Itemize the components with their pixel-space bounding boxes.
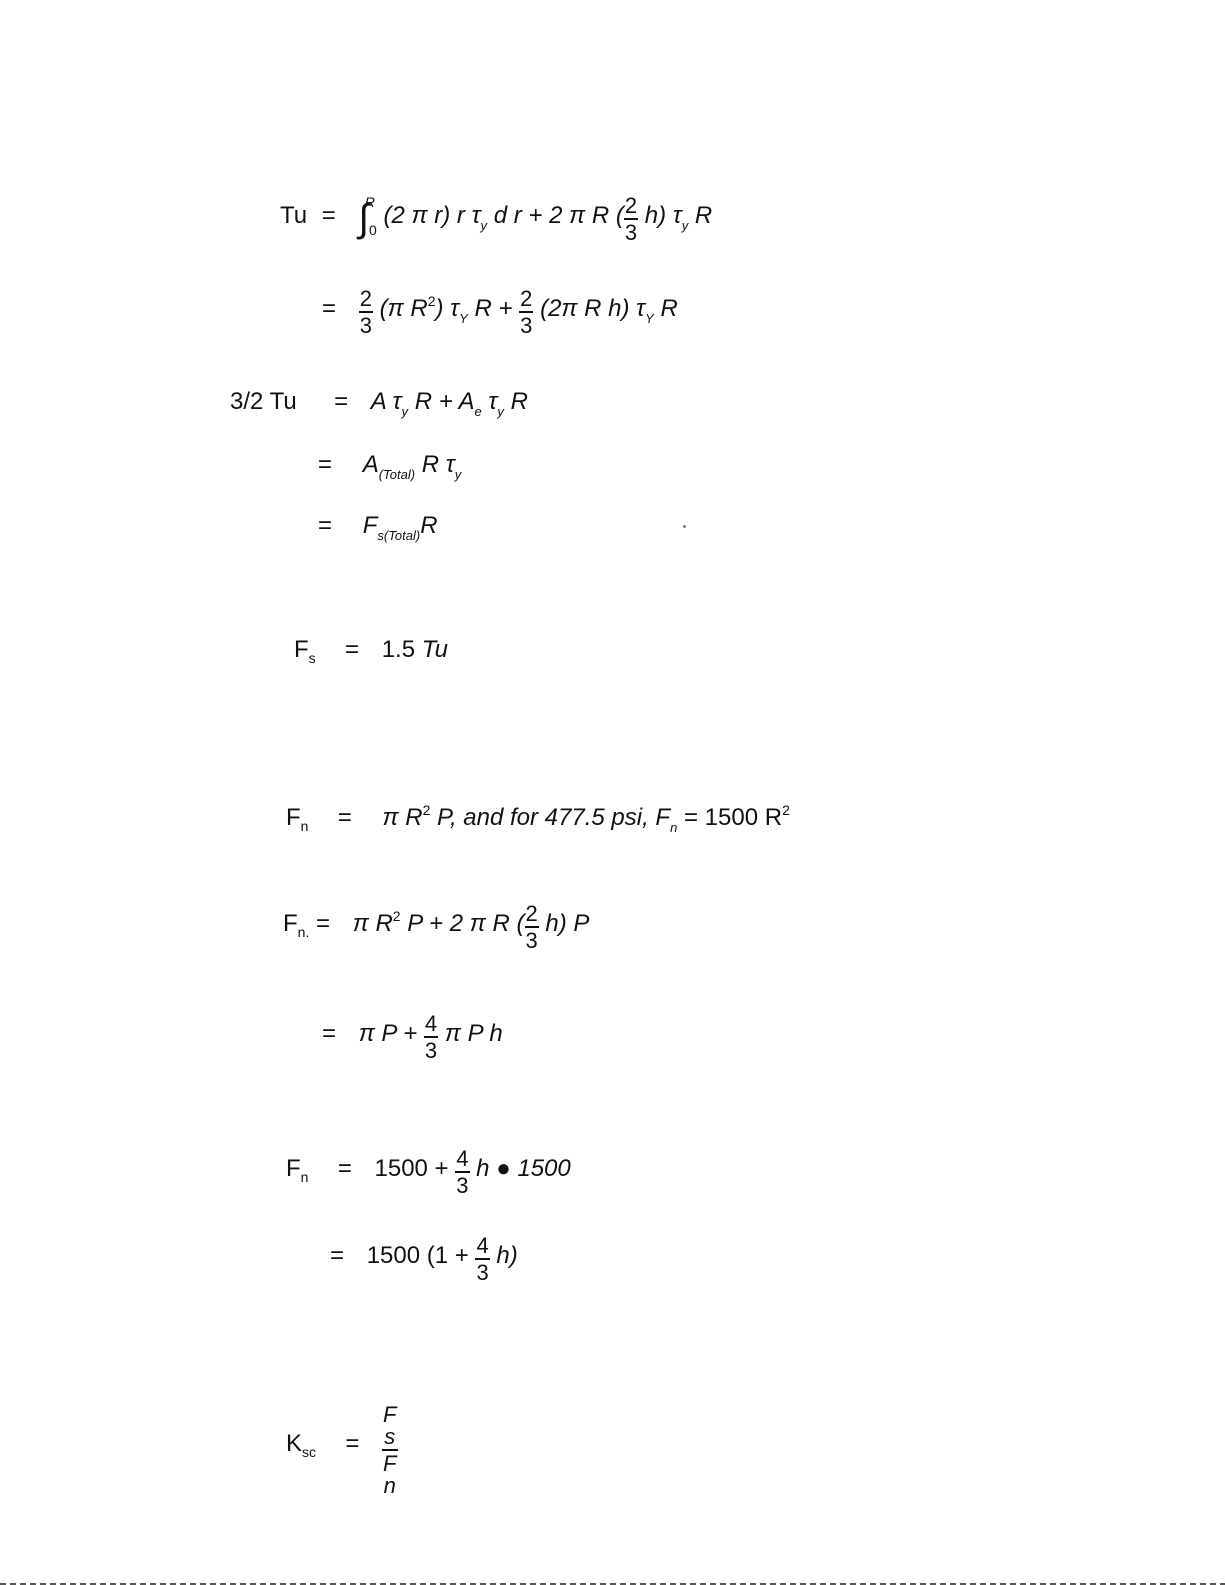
numerator: 2: [525, 901, 538, 926]
lhs-subscript: n: [300, 818, 309, 834]
term: 1500 (1 +: [366, 1241, 469, 1269]
fraction: [359, 288, 373, 337]
numerator: 2: [520, 286, 533, 311]
equals-sign: =: [316, 909, 331, 937]
numerator: 4: [424, 1011, 438, 1036]
subscript: e: [474, 404, 482, 419]
term: Tu: [421, 636, 448, 663]
term: (2π R h) τ: [540, 294, 646, 322]
subscript: Y: [459, 310, 468, 326]
term: (π R: [379, 294, 428, 322]
equals-sign: =: [318, 451, 333, 478]
superscript: 2: [427, 292, 436, 309]
subscript: n: [670, 820, 678, 835]
term: d r + 2 π R (: [493, 201, 624, 229]
term: R: [510, 388, 528, 415]
subscript: s(Total): [377, 528, 421, 543]
equals-sign: =: [318, 512, 333, 539]
equation-fs-total: [318, 514, 438, 542]
equals-sign: =: [334, 388, 349, 415]
numerator: 2: [359, 286, 372, 311]
lhs-f: F: [283, 909, 298, 937]
term: h) P: [545, 909, 590, 937]
equation-fn-numeric: [286, 1145, 571, 1198]
equation-fn-simplified: [322, 1010, 503, 1063]
equals-sign: =: [322, 294, 337, 322]
subscript: Y: [645, 310, 654, 326]
term: 1500 +: [374, 1154, 449, 1182]
denominator: 3: [456, 1173, 469, 1198]
term: h) τ: [644, 201, 682, 229]
equals-sign: =: [322, 1019, 337, 1047]
term: R: [420, 512, 438, 539]
fraction: [475, 1235, 489, 1284]
term: h ● 1500: [476, 1154, 571, 1182]
denominator: 3: [525, 928, 538, 953]
scan-speck: [683, 525, 686, 528]
lhs-f: F: [294, 636, 309, 663]
equation-fn-factored: [330, 1232, 518, 1285]
term: π R: [352, 909, 393, 937]
lhs-subscript: s: [308, 650, 316, 666]
fraction: [519, 288, 533, 337]
equals-sign: =: [337, 1154, 352, 1182]
numerator: [382, 1404, 397, 1451]
superscript: 2: [782, 802, 790, 818]
term: π P h: [444, 1019, 503, 1047]
equals-sign: =: [345, 636, 360, 663]
lhs-tu: Tu: [280, 201, 308, 229]
lhs-f: F: [286, 804, 301, 831]
lhs-subscript: n: [300, 1168, 309, 1185]
equals-sign: =: [337, 804, 352, 831]
integral-sign: ∫: [358, 197, 369, 240]
term: ) τ: [435, 294, 460, 322]
term: P + 2 π R (: [407, 909, 525, 937]
subscript: y: [681, 217, 689, 233]
term: R: [694, 201, 713, 229]
numerator: 4: [456, 1146, 469, 1171]
numerator-subscript: s: [384, 1424, 396, 1449]
subscript: y: [480, 217, 488, 233]
subscript: y: [401, 404, 409, 419]
lhs-mark: .: [305, 923, 310, 940]
lhs-subscript: sc: [302, 1443, 317, 1460]
term: = 1500 R: [684, 804, 783, 831]
denominator: 3: [359, 313, 372, 338]
denominator: [382, 1451, 397, 1497]
term: P, and for 477.5 psi, F: [437, 804, 671, 831]
term: R: [660, 294, 678, 322]
term: R τ: [421, 451, 455, 478]
equation-three-halves-tu: [230, 390, 528, 418]
equals-sign: =: [330, 1241, 345, 1269]
fraction: [525, 903, 539, 952]
numerator: 2: [624, 193, 638, 218]
denominator: 3: [424, 1038, 438, 1063]
term: h): [496, 1241, 518, 1269]
subscript: y: [454, 467, 462, 482]
term: A: [362, 451, 379, 478]
numerator: 4: [476, 1233, 489, 1258]
term: F: [362, 512, 378, 539]
equation-fn-definition: [286, 803, 790, 834]
equation-fn-expanded: [283, 900, 590, 953]
superscript: 2: [422, 802, 431, 818]
term: (2 π r) r τ: [383, 201, 481, 229]
equals-sign: =: [321, 201, 336, 229]
denominator: 3: [476, 1260, 489, 1285]
denominator-f: F: [383, 1451, 397, 1476]
fraction: [624, 195, 638, 244]
term: π P +: [358, 1019, 418, 1047]
equation-a-total: [318, 453, 461, 481]
term: τ: [488, 388, 498, 415]
denominator: 3: [520, 313, 533, 338]
term: R + A: [414, 388, 475, 415]
fraction-fs-over-fn: [382, 1404, 397, 1497]
integral-upper-limit: R: [364, 193, 376, 210]
equation-tu-integral: [280, 192, 713, 245]
equals-sign: =: [345, 1429, 360, 1457]
term: 1.5: [381, 636, 416, 663]
fraction: [455, 1148, 469, 1197]
term: A τ: [370, 388, 402, 415]
numerator-f: F: [383, 1402, 397, 1427]
fraction: [424, 1013, 438, 1062]
lhs-f: F: [286, 1154, 301, 1182]
subscript: (Total): [378, 467, 416, 482]
lhs-k: K: [286, 1429, 303, 1457]
equation-fs: [294, 638, 448, 665]
superscript: 2: [392, 907, 401, 924]
denominator: 3: [624, 220, 638, 245]
lhs-subscript: n: [297, 923, 306, 940]
equation-tu-expanded: [322, 285, 678, 338]
subscript: y: [497, 404, 504, 419]
equation-ksc: [286, 1398, 398, 1498]
lhs-three-halves-tu: 3/2 Tu: [230, 388, 297, 415]
term: π R: [382, 804, 423, 831]
term: R +: [474, 294, 513, 322]
integral-lower-limit: 0: [369, 221, 377, 238]
denominator-subscript: n: [383, 1473, 396, 1498]
